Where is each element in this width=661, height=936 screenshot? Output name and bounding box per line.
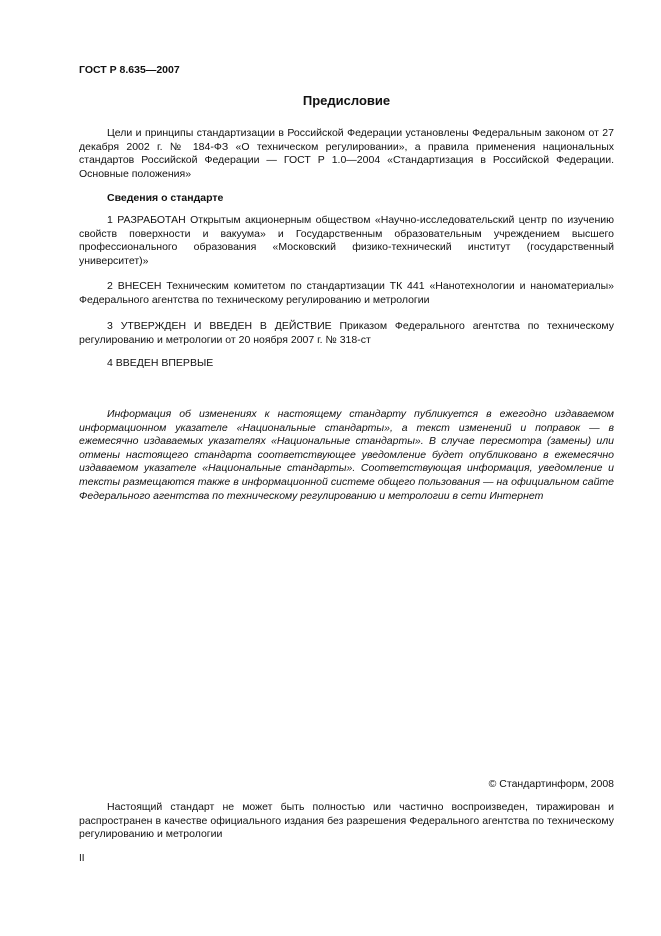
document-header: ГОСТ Р 8.635—2007 <box>79 64 180 76</box>
page-title: Предисловие <box>302 93 391 108</box>
copyright-line: © Стандартинформ, 2008 <box>488 778 614 790</box>
page-number: II <box>79 853 85 864</box>
list-item-first-introduced: 4 ВВЕДЕН ВПЕРВЫЕ <box>107 357 214 369</box>
intro-paragraph: Цели и принципы стандартизации в Российской Федерации установлены Федеральным законом от 27 декабря 2002 г. № 184-ФЗ «О техническом регулировании», а правила применения национальных стандартов Российской Федерации — ГОСТ Р 1.0—2004 «Стандартизация в Российской Федерации. Основные положения» <box>79 127 614 180</box>
notice-paragraph: Информация об изменениях к настоящему стандарту публикуется в ежегодно издаваемом информационном указателе «Национальные стандарты», а текст изменений и поправок — в ежемесячно издаваемых указателях «Национальные стандарты». В случае пересмотра (замены) или отмены настоящего стандарта соответствующее уведомление будет опубликовано в ежемесячно издаваемом указателе «Национальные стандарты». Соответствующая информация, уведомление и тексты размещаются также в информационной системе общего пользования — на официальном сайте Федерального агентства по техническому регулированию и метрологии в сети Интернет <box>79 408 614 502</box>
list-item-developed: 1 РАЗРАБОТАН Открытым акционерным обществом «Научно-исследовательский центр по изучению свойств поверхности и вакуума» и Государственным образовательным учреждением высшего профессионального образования «Московский физико-технический институт (государственный университет)» <box>79 214 614 267</box>
list-item-approved: 3 УТВЕРЖДЕН И ВВЕДЕН В ДЕЙСТВИЕ Приказом Федерального агентства по техническому регулированию и метрологии от 20 ноября 2007 г. № 318-ст <box>79 320 614 346</box>
reproduction-notice: Настоящий стандарт не может быть полностью или частично воспроизведен, тиражирован и распространен в качестве официального издания без разрешения Федерального агентства по техническому регулированию и метрологии <box>79 801 614 841</box>
section-heading: Сведения о стандарте <box>107 192 224 204</box>
list-item-submitted: 2 ВНЕСЕН Техническим комитетом по стандартизации ТК 441 «Нанотехнологии и наноматериалы» Федерального агентства по техническому регулированию и метрологии <box>79 280 614 306</box>
